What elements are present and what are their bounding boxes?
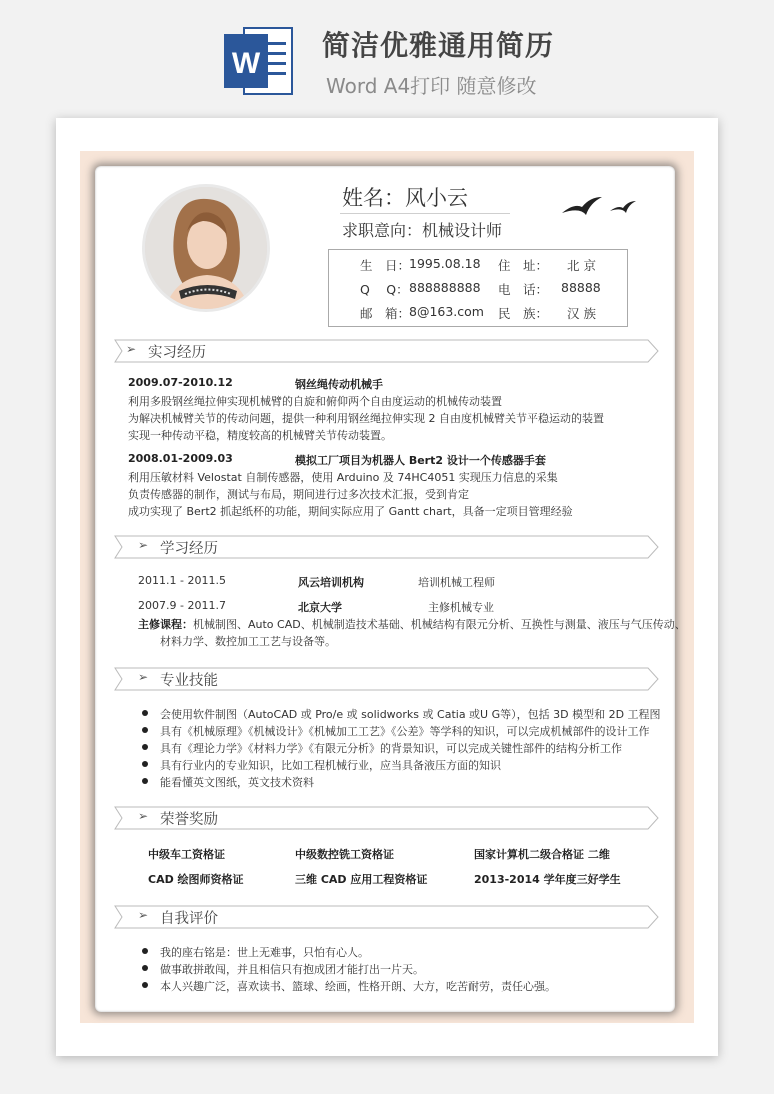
honor-item: 三维 CAD 应用工程资格证	[295, 873, 428, 886]
self-item: 本人兴趣广泛，喜欢读书、篮球、绘画，性格开朗、大方，吃苦耐劳，责任心强。	[160, 980, 556, 993]
internship-2-line: 成功实现了 Bert2 抓起纸杯的功能，期间实际应用了 Gantt chart，具备一定项目管理经验	[128, 505, 573, 518]
chevron-right-icon: ➢	[138, 538, 149, 552]
internship-1-line: 实现一种传动平稳，精度较高的机械臂关节传动装置。	[128, 429, 392, 442]
study-1-major: 培训机械工程师	[418, 576, 495, 589]
internship-1-line: 为解决机械臂关节的传动问题，提供一种利用钢丝绳拉伸实现 2 自由度机械臂关节平稳运动的装置	[128, 412, 604, 425]
banner-subtitle: Word A4打印 随意修改	[326, 74, 537, 98]
study-2-major: 主修机械专业	[428, 601, 494, 614]
email-value: 8@163.com	[409, 304, 484, 319]
section-title: 荣誉奖励	[160, 812, 218, 828]
courses-text: 机械制图、Auto CAD、机械制造技术基础、机械结构有限元分析、互换性与测量、液压与气压传动、	[193, 618, 686, 631]
internship-2-line: 负责传感器的制作，测试与布局，期间进行过多次技术汇报，受到肯定	[128, 488, 469, 501]
self-item: 我的座右铭是：世上无难事，只怕有心人。	[160, 946, 369, 959]
study-1-org: 风云培训机构	[298, 576, 364, 589]
email-label: 邮 箱：	[360, 306, 411, 321]
phone-value: 88888	[561, 280, 601, 295]
chevron-right-icon: ➢	[138, 670, 149, 684]
birds-icon	[560, 193, 640, 221]
skill-item: 具有《理论力学》《材料力学》《有限元分析》的背景知识，可以完成关键性部件的结构分析工作	[160, 742, 622, 755]
section-header-skills	[114, 667, 660, 691]
section-header-honors	[114, 806, 660, 830]
honor-item: 国家计算机二级合格证 二维	[474, 848, 610, 861]
avatar	[145, 187, 267, 309]
phone-label: 电 话：	[498, 282, 549, 297]
internship-1-period: 2009.07-2010.12	[128, 376, 233, 389]
qq-value: 888888888	[409, 280, 481, 295]
section-header-study	[114, 535, 660, 559]
skill-item: 具有《机械原理》《机械设计》《机械加工工艺》《公差》等学科的知识，可以完成机械部件的设计工作	[160, 725, 650, 738]
honor-item: CAD 绘图师资格证	[148, 873, 244, 886]
banner	[0, 0, 774, 110]
chevron-right-icon: ➢	[126, 342, 137, 356]
chevron-right-icon: ➢	[138, 809, 149, 823]
self-item: 做事敢拼敢闯，并且相信只有抱成团才能打出一片天。	[160, 963, 424, 976]
qq-label: Q Q：	[360, 282, 409, 297]
name-divider	[340, 213, 510, 214]
honor-item: 中级数控铣工资格证	[295, 848, 394, 861]
name: 姓名：风小云	[342, 186, 468, 210]
study-2-org: 北京大学	[298, 601, 342, 614]
skill-item: 能看懂英文图纸，英文技术资料	[160, 776, 314, 789]
word-icon	[222, 26, 294, 96]
courses-line-2: 材料力学、数控加工工艺与设备等。	[160, 635, 336, 648]
section-title: 学习经历	[160, 541, 218, 557]
internship-2-title: 模拟工厂项目为机器人 Bert2 设计一个传感器手套	[295, 454, 546, 467]
study-1-period: 2011.1 - 2011.5	[138, 574, 226, 587]
nation-label: 民 族：	[498, 306, 549, 321]
word-icon-letter: W	[231, 47, 261, 80]
internship-1-line: 利用多股钢丝绳拉伸实现机械臂的自旋和俯仰两个自由度运动的机械传动装置	[128, 395, 502, 408]
internship-2-period: 2008.01-2009.03	[128, 452, 233, 465]
birth-value: 1995.08.18	[409, 256, 481, 271]
section-header-self	[114, 905, 660, 929]
honor-item: 2013-2014 学年度三好学生	[474, 873, 621, 886]
nation-value: 汉 族	[567, 306, 596, 321]
address-value: 北 京	[567, 258, 596, 273]
section-title: 实习经历	[148, 345, 206, 361]
skill-item: 会使用软件制图（AutoCAD 或 Pro/e 或 solidworks 或 Catia 或U G等），包括 3D 模型和 2D 工程图	[160, 708, 661, 721]
internship-1-title: 钢丝绳传动机械手	[295, 378, 383, 391]
section-title: 自我评价	[160, 911, 218, 927]
section-header-internship	[114, 339, 660, 363]
birth-label: 生 日：	[360, 258, 411, 273]
section-title: 专业技能	[160, 673, 218, 689]
honor-item: 中级车工资格证	[148, 848, 225, 861]
study-2-period: 2007.9 - 2011.7	[138, 599, 226, 612]
avatar-photo	[145, 187, 267, 309]
skill-item: 具有行业内的专业知识，比如工程机械行业，应当具备液压方面的知识	[160, 759, 501, 772]
internship-2-line: 利用压敏材料 Velostat 自制传感器，使用 Arduino 及 74HC4051 实现压力信息的采集	[128, 471, 558, 484]
banner-title: 简洁优雅通用简历	[322, 29, 555, 62]
address-label: 住 址：	[498, 258, 549, 273]
courses-line	[138, 616, 686, 632]
info-box	[328, 249, 628, 327]
job-target: 求职意向：机械设计师	[342, 221, 503, 240]
chevron-right-icon: ➢	[138, 908, 149, 922]
courses-label: 主修课程：	[138, 618, 193, 631]
